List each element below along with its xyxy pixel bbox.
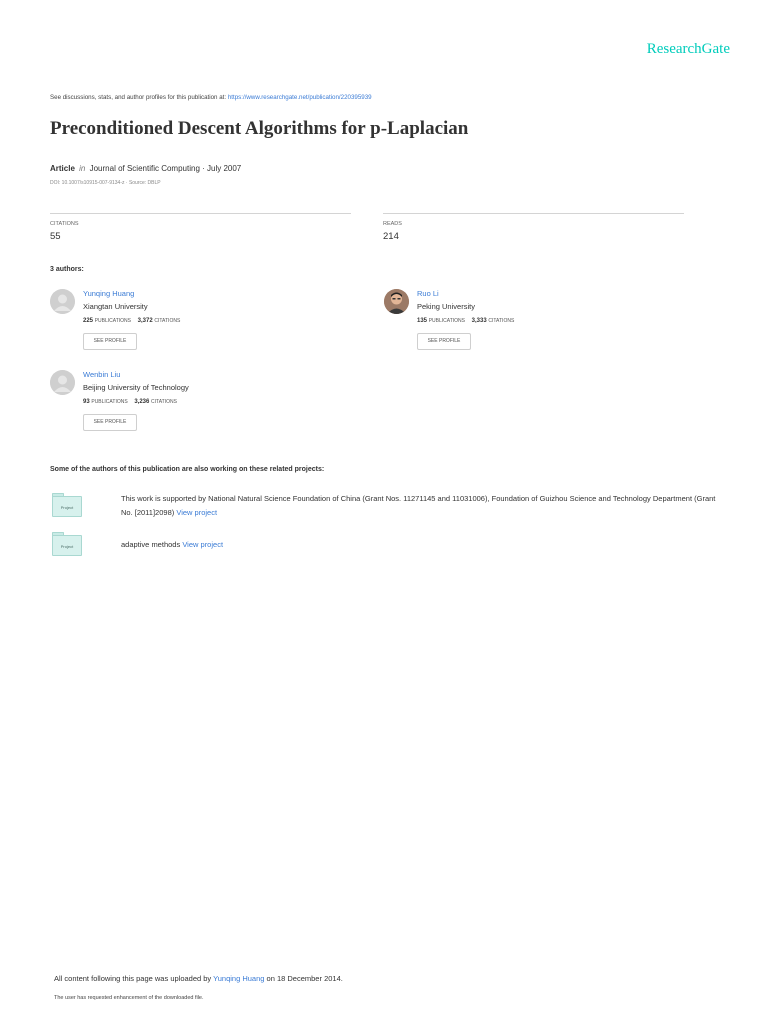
discussion-line	[50, 94, 372, 101]
author-card	[50, 289, 350, 359]
author-institution: Beijing University of Technology	[83, 383, 189, 392]
author-stats	[83, 318, 185, 324]
publications-label: PUBLICATIONS	[91, 399, 128, 405]
projects-heading: Some of the authors of this publication are also working on these related projects:	[50, 466, 325, 473]
project-text: This work is supported by National Natural Science Foundation of China (Grant Nos. 11271145 and 11031006), Foundation of Guizhou Science and Technology Department (Grant No. [2011]2098)	[121, 494, 716, 517]
publication-meta	[50, 164, 241, 173]
doi-line: DOI: 10.1007/s10915-007-9134-z · Source: DBLP	[50, 180, 161, 186]
author-citations-label: CITATIONS	[151, 399, 177, 405]
project-description	[121, 538, 721, 552]
publications-count: 93	[83, 399, 90, 405]
avatar-placeholder-icon[interactable]	[50, 289, 75, 314]
project-icon-label: Project	[60, 505, 74, 510]
upload-suffix: on 18 December 2014.	[266, 974, 343, 983]
author-citations-label: CITATIONS	[154, 318, 181, 324]
project-folder-icon[interactable]	[52, 493, 82, 517]
author-stats	[417, 318, 519, 324]
see-profile-button[interactable]: SEE PROFILE	[83, 333, 137, 350]
uploader-link[interactable]: Yunqing Huang	[213, 974, 265, 983]
citations-divider	[50, 213, 351, 214]
author-institution: Xiangtan University	[83, 302, 148, 311]
upload-prefix: All content following this page was uploaded by	[54, 974, 212, 983]
researchgate-logo[interactable]: ResearchGate	[646, 41, 730, 57]
author-photo-avatar[interactable]	[384, 289, 409, 314]
reads-count: 214	[383, 231, 399, 242]
upload-note	[54, 974, 343, 983]
author-institution: Peking University	[417, 302, 475, 311]
project-description	[121, 492, 721, 519]
author-card	[384, 289, 684, 359]
author-citations-count: 3,372	[137, 318, 153, 324]
citations-label: CITATIONS	[50, 221, 79, 227]
publications-count: 135	[417, 318, 428, 324]
see-profile-button[interactable]: SEE PROFILE	[417, 333, 471, 350]
publication-type: Article	[50, 164, 75, 173]
reads-label: READS	[383, 221, 402, 227]
citations-count: 55	[50, 231, 61, 242]
paper-title: Preconditioned Descent Algorithms for p-Laplacian	[50, 118, 469, 139]
author-name-link[interactable]: Yunqing Huang	[83, 289, 135, 298]
author-citations-count: 3,236	[134, 399, 150, 405]
author-name-link[interactable]: Ruo Li	[417, 289, 439, 298]
publications-label: PUBLICATIONS	[428, 318, 465, 324]
publications-count: 225	[83, 318, 94, 324]
authors-heading: 3 authors:	[50, 266, 84, 273]
view-project-link[interactable]: View project	[176, 507, 218, 517]
author-stats	[83, 399, 182, 405]
project-folder-icon[interactable]	[52, 532, 82, 556]
author-citations-label: CITATIONS	[488, 318, 515, 324]
project-icon-label: Project	[60, 544, 74, 549]
project-text: adaptive methods	[121, 540, 181, 549]
author-citations-count: 3,333	[471, 318, 487, 324]
journal-info: Journal of Scientific Computing · July 2007	[89, 164, 242, 173]
avatar-placeholder-icon[interactable]	[50, 370, 75, 395]
enhancement-note: The user has requested enhancement of the downloaded file.	[54, 995, 204, 1001]
discussion-text: See discussions, stats, and author profiles for this publication at:	[50, 94, 227, 101]
see-profile-button[interactable]: SEE PROFILE	[83, 414, 137, 431]
author-name-link[interactable]: Wenbin Liu	[83, 370, 121, 379]
view-project-link[interactable]: View project	[182, 540, 224, 549]
publications-label: PUBLICATIONS	[94, 318, 131, 324]
publication-url-link[interactable]: https://www.researchgate.net/publication/220395939	[227, 94, 372, 101]
author-card	[50, 370, 350, 440]
reads-divider	[383, 213, 684, 214]
in-label: in	[79, 164, 86, 173]
